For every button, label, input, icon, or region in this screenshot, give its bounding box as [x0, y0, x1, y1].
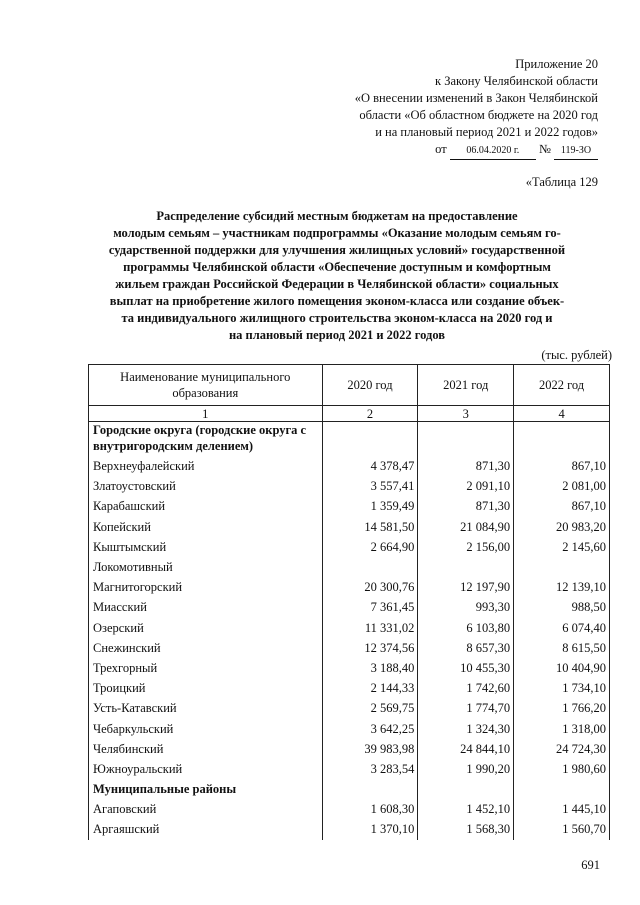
section-title: Городские округа (городские округа с внутригородским делением) — [89, 422, 323, 457]
value-2022 — [514, 557, 610, 577]
title-line: программы Челябинской области «Обеспечение доступным и комфортным — [123, 260, 551, 274]
section-row-districts — [89, 779, 610, 799]
value-2022: 24 724,30 — [514, 739, 610, 759]
value-2020: 2 569,75 — [322, 698, 418, 718]
value-2020: 2 664,90 — [322, 537, 418, 557]
table-row — [89, 597, 610, 617]
appendix-line: «О внесении изменений в Закон Челябинской — [354, 91, 598, 105]
appendix-line: Приложение 20 — [515, 57, 598, 71]
table-row — [89, 698, 610, 718]
value-2022: 988,50 — [514, 597, 610, 617]
header-2020: 2020 год — [322, 365, 418, 406]
value-2021: 24 844,10 — [418, 739, 514, 759]
value-2021: 1 990,20 — [418, 759, 514, 779]
value-2022: 10 404,90 — [514, 658, 610, 678]
value-2021: 871,30 — [418, 496, 514, 516]
municipality-name: Троицкий — [89, 678, 323, 698]
value-2021: 993,30 — [418, 597, 514, 617]
table-row — [89, 819, 610, 839]
value-2021: 1 568,30 — [418, 819, 514, 839]
header-municipality: Наименование муниципального образования — [89, 365, 323, 406]
value-2020: 3 557,41 — [322, 476, 418, 496]
table-row — [89, 496, 610, 516]
value-2020: 14 581,50 — [322, 517, 418, 537]
table-row — [89, 517, 610, 537]
column-number: 2 — [322, 406, 418, 422]
value-2020: 1 370,10 — [322, 819, 418, 839]
municipality-name: Усть-Катавский — [89, 698, 323, 718]
law-date-number — [355, 141, 598, 160]
municipality-name: Снежинский — [89, 638, 323, 658]
section-title: Муниципальные районы — [89, 779, 323, 799]
value-2022: 20 983,20 — [514, 517, 610, 537]
value-2022: 1 766,20 — [514, 698, 610, 718]
appendix-line: к Закону Челябинской области — [435, 74, 598, 88]
value-2021: 1 324,30 — [418, 718, 514, 738]
value-2020: 3 642,25 — [322, 718, 418, 738]
value-2021: 1 452,10 — [418, 799, 514, 819]
municipality-name: Кыштымский — [89, 537, 323, 557]
table-row — [89, 476, 610, 496]
law-number: 119-ЗО — [554, 142, 598, 160]
law-date: 06.04.2020 г. — [450, 142, 536, 160]
municipality-name: Карабашский — [89, 496, 323, 516]
appendix-line: области «Об областном бюджете на 2020 год — [359, 108, 598, 122]
table-row — [89, 537, 610, 557]
value-2021: 10 455,30 — [418, 658, 514, 678]
value-2022: 1 980,60 — [514, 759, 610, 779]
municipality-name: Агаповский — [89, 799, 323, 819]
page-number: 691 — [581, 858, 600, 872]
value-2022: 867,10 — [514, 456, 610, 476]
municipality-name: Магнитогорский — [89, 577, 323, 597]
value-2021: 12 197,90 — [418, 577, 514, 597]
value-2020: 39 983,98 — [322, 739, 418, 759]
municipality-name: Южноуральский — [89, 759, 323, 779]
appendix-line: и на плановый период 2021 и 2022 годов» — [375, 125, 598, 139]
title-line: та индивидуального жилищного строительства эконом-класса на 2020 год и — [121, 311, 553, 325]
title-line: Распределение субсидий местным бюджетам на предоставление — [156, 209, 518, 223]
value-2022: 6 074,40 — [514, 618, 610, 638]
table-row — [89, 739, 610, 759]
value-2022: 1 318,00 — [514, 718, 610, 738]
table-row — [89, 577, 610, 597]
value-2021: 21 084,90 — [418, 517, 514, 537]
value-2020: 12 374,56 — [322, 638, 418, 658]
header-2022: 2022 год — [514, 365, 610, 406]
appendix-header — [355, 56, 598, 160]
header-2021: 2021 год — [418, 365, 514, 406]
subsidy-table — [88, 364, 610, 840]
column-number: 3 — [418, 406, 514, 422]
table-row — [89, 658, 610, 678]
title-line: жильем граждан Российской Федерации в Челябинской области» социальных — [115, 277, 559, 291]
value-2021: 2 156,00 — [418, 537, 514, 557]
municipality-name: Копейский — [89, 517, 323, 537]
value-2021: 1 742,60 — [418, 678, 514, 698]
value-2020: 1 608,30 — [322, 799, 418, 819]
title-line: на плановый период 2021 и 2022 годов — [228, 328, 446, 342]
municipality-name: Аргаяшский — [89, 819, 323, 839]
value-2022: 1 734,10 — [514, 678, 610, 698]
column-number: 1 — [89, 406, 323, 422]
table-label: «Таблица 129 — [525, 175, 598, 189]
units-label: (тыс. рублей) — [541, 348, 612, 362]
value-2022: 1 560,70 — [514, 819, 610, 839]
value-2021: 8 657,30 — [418, 638, 514, 658]
document-title — [72, 208, 602, 344]
value-2021: 6 103,80 — [418, 618, 514, 638]
municipality-name: Локомотивный — [89, 557, 323, 577]
number-label: № — [538, 142, 551, 156]
municipality-name: Миасский — [89, 597, 323, 617]
value-2020: 4 378,47 — [322, 456, 418, 476]
title-line: сударственной поддержки для улучшения жилищных условий» государственной — [108, 243, 566, 257]
table-row — [89, 638, 610, 658]
value-2021: 2 091,10 — [418, 476, 514, 496]
value-2020 — [322, 557, 418, 577]
value-2022: 1 445,10 — [514, 799, 610, 819]
value-2021: 1 774,70 — [418, 698, 514, 718]
table-row — [89, 759, 610, 779]
value-2021 — [418, 557, 514, 577]
value-2020: 1 359,49 — [322, 496, 418, 516]
value-2022: 2 145,60 — [514, 537, 610, 557]
municipality-name: Трехгорный — [89, 658, 323, 678]
title-line: выплат на приобретение жилого помещения эконом-класса или создание объек- — [109, 294, 565, 308]
municipality-name: Златоустовский — [89, 476, 323, 496]
municipality-name: Чебаркульский — [89, 718, 323, 738]
table-row — [89, 718, 610, 738]
value-2022: 867,10 — [514, 496, 610, 516]
value-2020: 7 361,45 — [322, 597, 418, 617]
title-line: молодым семьям – участникам подпрограммы «Оказание молодым семьям го- — [113, 226, 561, 240]
table-row — [89, 618, 610, 638]
value-2020: 3 188,40 — [322, 658, 418, 678]
value-2020: 20 300,76 — [322, 577, 418, 597]
column-number: 4 — [514, 406, 610, 422]
value-2020: 3 283,54 — [322, 759, 418, 779]
municipality-name: Верхнеуфалейский — [89, 456, 323, 476]
value-2022: 2 081,00 — [514, 476, 610, 496]
municipality-name: Челябинский — [89, 739, 323, 759]
value-2022: 8 615,50 — [514, 638, 610, 658]
section-row-urban — [89, 422, 610, 457]
table-row — [89, 456, 610, 476]
table-row — [89, 678, 610, 698]
table-row — [89, 557, 610, 577]
value-2022: 12 139,10 — [514, 577, 610, 597]
value-2020: 11 331,02 — [322, 618, 418, 638]
value-2020: 2 144,33 — [322, 678, 418, 698]
municipality-name: Озерский — [89, 618, 323, 638]
table-row — [89, 799, 610, 819]
value-2021: 871,30 — [418, 456, 514, 476]
from-label: от — [435, 142, 447, 156]
